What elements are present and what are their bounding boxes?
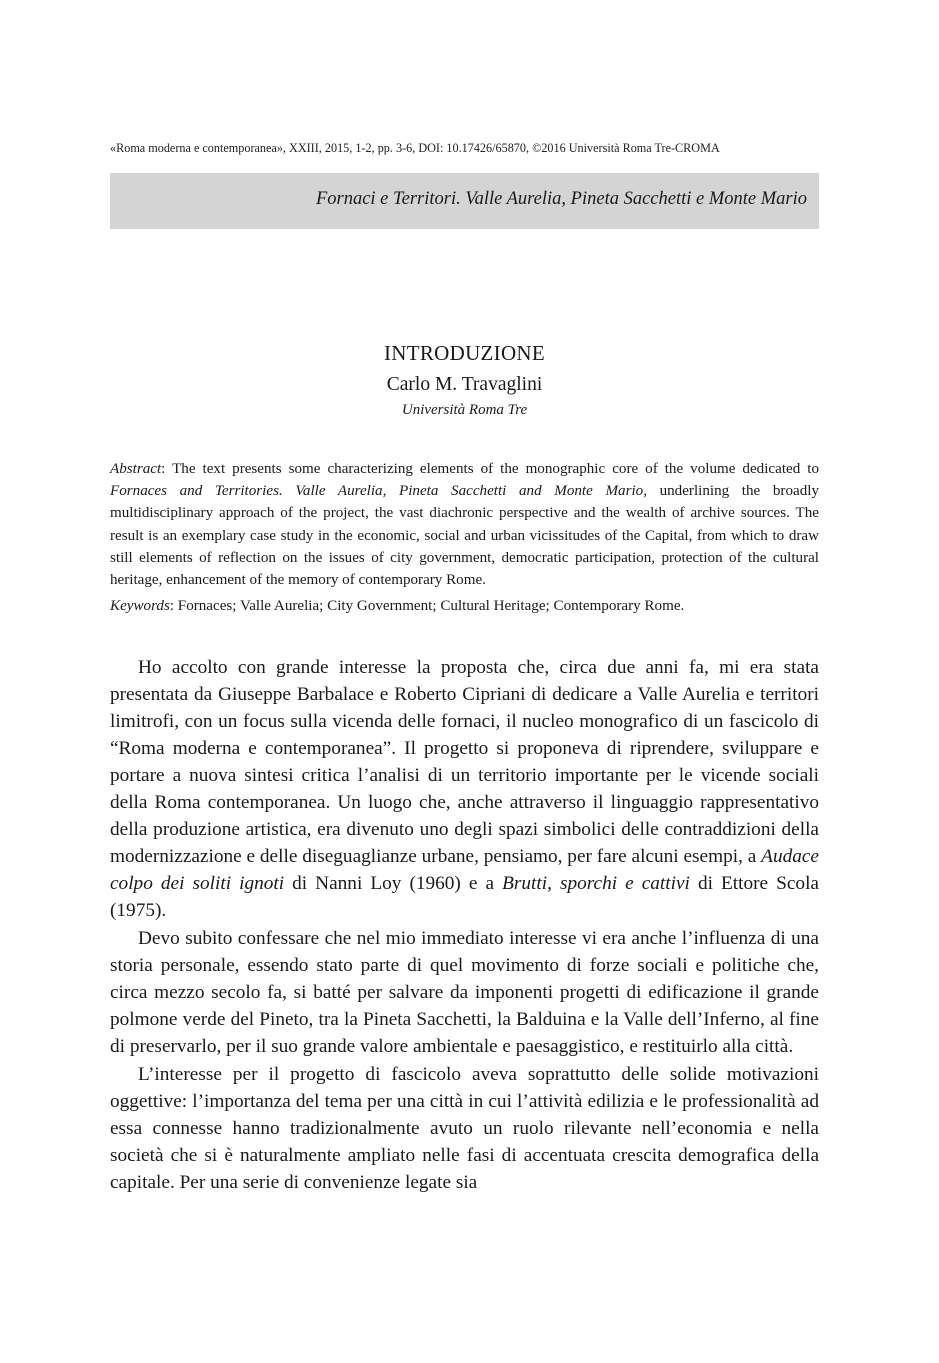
series-title: Fornaci e Territori. Valle Aurelia, Pineta Sacchetti e Monte Mario [315, 189, 807, 209]
article-title: INTRODUZIONE [383, 341, 546, 365]
author-affiliation: Università Roma Tre [401, 402, 528, 418]
p1-text-c: di Ettore Scola (1975). [110, 873, 819, 921]
abstract-text-1: : The text presents some characterizing elements of the monographic core of the volume dedicated to [161, 461, 819, 477]
body-text [110, 654, 819, 1196]
keywords-line [110, 595, 819, 617]
body-paragraph-1 [110, 654, 819, 924]
keywords-label: Keywords [110, 598, 170, 615]
p1-text-a: Ho accolto con grande interesse la proposta che, circa due anni fa, mi era stata presentata da Giuseppe Barbalace e Roberto Cipriani di dedicare a Valle Aurelia e territori limitrofi, con un focus sulla vicenda delle fornaci, il nucleo monografico di un fascicolo di “Roma moderna e contemporanea”. Il progetto si proponeva di riprendere, sviluppare e portare a nuova sintesi critica l’analisi di un territorio importante per le vicende sociali della Roma contemporanea. Un luogo che, anche attraverso il linguaggio rappresentativo della produzione artistica, era divenuto uno degli spazi simbolici delle contraddizioni della modernizzazione e delle diseguaglianze urbane, pensiamo, per fare alcuni esempi, a [110, 657, 819, 867]
body-paragraph-2: Devo subito confessare che nel mio immediato interesse vi era anche l’influenza di una storia personale, essendo stato parte di quel movimento di forze sociali e politiche che, circa mezzo secolo fa, si batté per salvare da imponenti progetti di edificazione il grande polmone verde del Pineto, tra la Pineta Sacchetti, la Balduina e la Valle dell’Inferno, al fine di preservarlo, per il suo grande valore ambientale e paesaggistico, e restituirlo alla città. [110, 928, 819, 1057]
film-title-2: Brutti, sporchi e cattivi [502, 873, 690, 894]
author-name: Carlo M. Travaglini [386, 374, 543, 395]
keywords-text: : Fornaces; Valle Aurelia; City Government; Cultural Heritage; Contemporary Rome. [169, 598, 685, 615]
abstract-text-2: , underlining the broadly multidisciplinary approach of the project, the vast diachronic perspective and the wealth of archive sources. The result is an exemplary case study in the economic, social and urban vicissitudes of the Capital, from which to draw still elements of reflection on the issues of city government, democratic participation, protection of the cultural heritage, enhancement of the memory of contemporary Rome. [110, 483, 819, 589]
abstract-block [110, 458, 819, 617]
abstract-paragraph [110, 458, 819, 591]
abstract-volume-title: Fornaces and Territories. Valle Aurelia, Pineta Sacchetti and Monte Mario [110, 483, 644, 500]
film-title-1: Audace colpo dei soliti ignoti [110, 846, 819, 894]
journal-citation: «Roma moderna e contemporanea», XXIII, 2015, 1-2, pp. 3-6, DOI: 10.17426/65870, ©2016 Università Roma Tre-CROMA [110, 141, 720, 155]
series-title-band [110, 173, 819, 229]
p1-text-b: di Nanni Loy (1960) e a [284, 873, 503, 894]
body-paragraph-3: L’interesse per il progetto di fascicolo aveva soprattutto delle solide motivazioni oggettive: l’importanza del tema per una città in cui l’attività edilizia e le professionalità ad essa connesse hanno tradizionalmente avuto un ruolo rilevante nell’economia e nella società che si è naturalmente ampliato nelle fasi di accentuata crescita demografica della capitale. Per una serie di convenienze legate sia [110, 1064, 819, 1193]
abstract-label: Abstract [110, 461, 162, 477]
